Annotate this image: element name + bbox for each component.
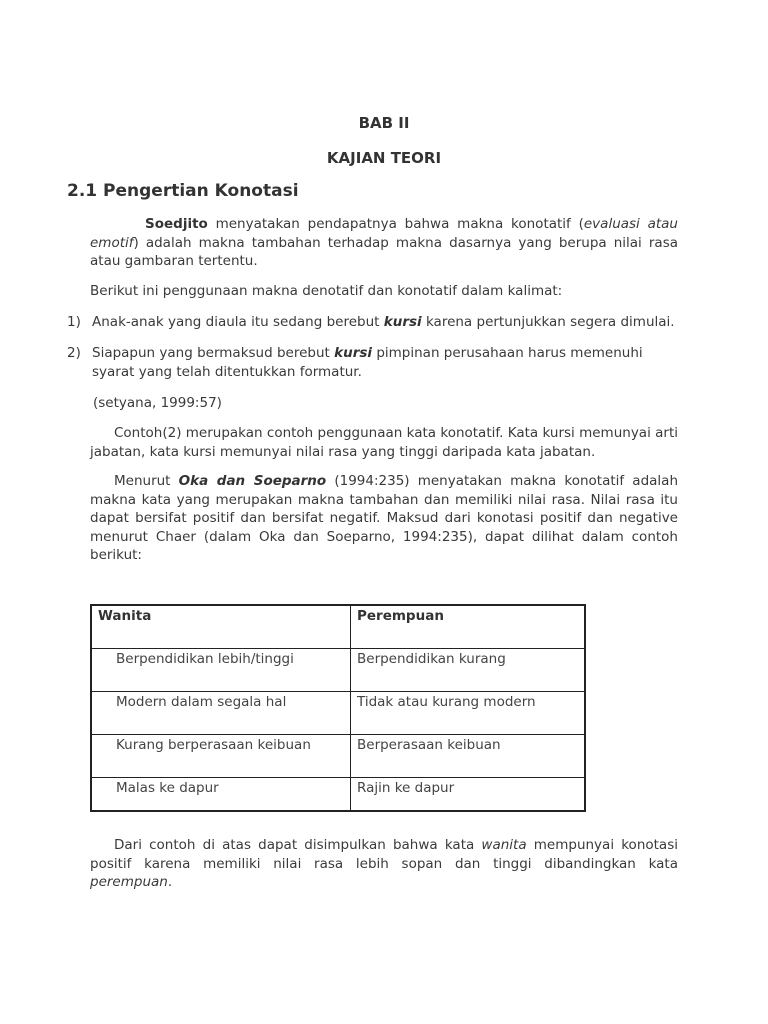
table-header-perempuan: Perempuan [351, 605, 586, 649]
chapter-label: BAB II [358, 114, 410, 132]
paragraph-conclusion: Dari contoh di atas dapat disimpulkan bahwa kata wanita mempunyai konotasi positif karena memiliki nilai rasa lebih sopan dan tinggi dibandingkan kata perempuan. [90, 837, 678, 890]
paragraph-soedjito: Soedjito menyatakan pendapatnya bahwa makna konotatif (evaluasi atau emotif) adalah makna tambahan terhadap makna dasarnya yang berupa nilai rasa atau gambaran tertentu. [90, 216, 678, 269]
list-item: 1) Anak-anak yang diaula itu sedang berebut kursi karena pertunjukkan segera dimulai. [67, 314, 675, 330]
section-heading: 2.1 Pengertian Konotasi [67, 181, 299, 201]
table-row: Malas ke dapur Rajin ke dapur [91, 778, 585, 812]
table-row: Kurang berperasaan keibuan Berperasaan keibuan [91, 735, 585, 778]
paragraph-intro-examples: Berikut ini penggunaan makna denotatif dan konotatif dalam kalimat: [90, 283, 563, 299]
comparison-table [90, 604, 586, 812]
chapter-title: KAJIAN TEORI [326, 149, 442, 167]
author-soedjito: Soedjito [145, 216, 208, 232]
paragraph-oka-soeparno: Menurut Oka dan Soeparno (1994:235) menyatakan makna konotatif adalah makna kata yang merupakan makna tambahan dan memiliki nilai rasa. Nilai rasa itu dapat bersifat positif dan bersifat negatif. Maksud dari konotasi positif dan negative menurut Chaer (dalam Oka dan Soeparno, 1994:235), dapat dilihat dalam contoh berikut: [90, 473, 678, 563]
list-item: 2) Siapapun yang bermaksud berebut kursi pimpinan perusahaan harus memenuhi syarat yang telah ditentukkan formatur. [67, 345, 643, 380]
paragraph-contoh: Contoh(2) merupakan contoh penggunaan kata konotatif. Kata kursi memunyai arti jabatan, kata kursi memunyai nilai rasa yang tinggi daripada kata jabatan. [90, 425, 678, 460]
table-row: Berpendidikan lebih/tinggi Berpendidikan kurang [91, 649, 585, 692]
table-header-wanita: Wanita [91, 605, 351, 649]
table-header-row [91, 605, 585, 649]
citation: (setyana, 1999:57) [93, 395, 222, 411]
table-row: Modern dalam segala hal Tidak atau kurang modern [91, 692, 585, 735]
